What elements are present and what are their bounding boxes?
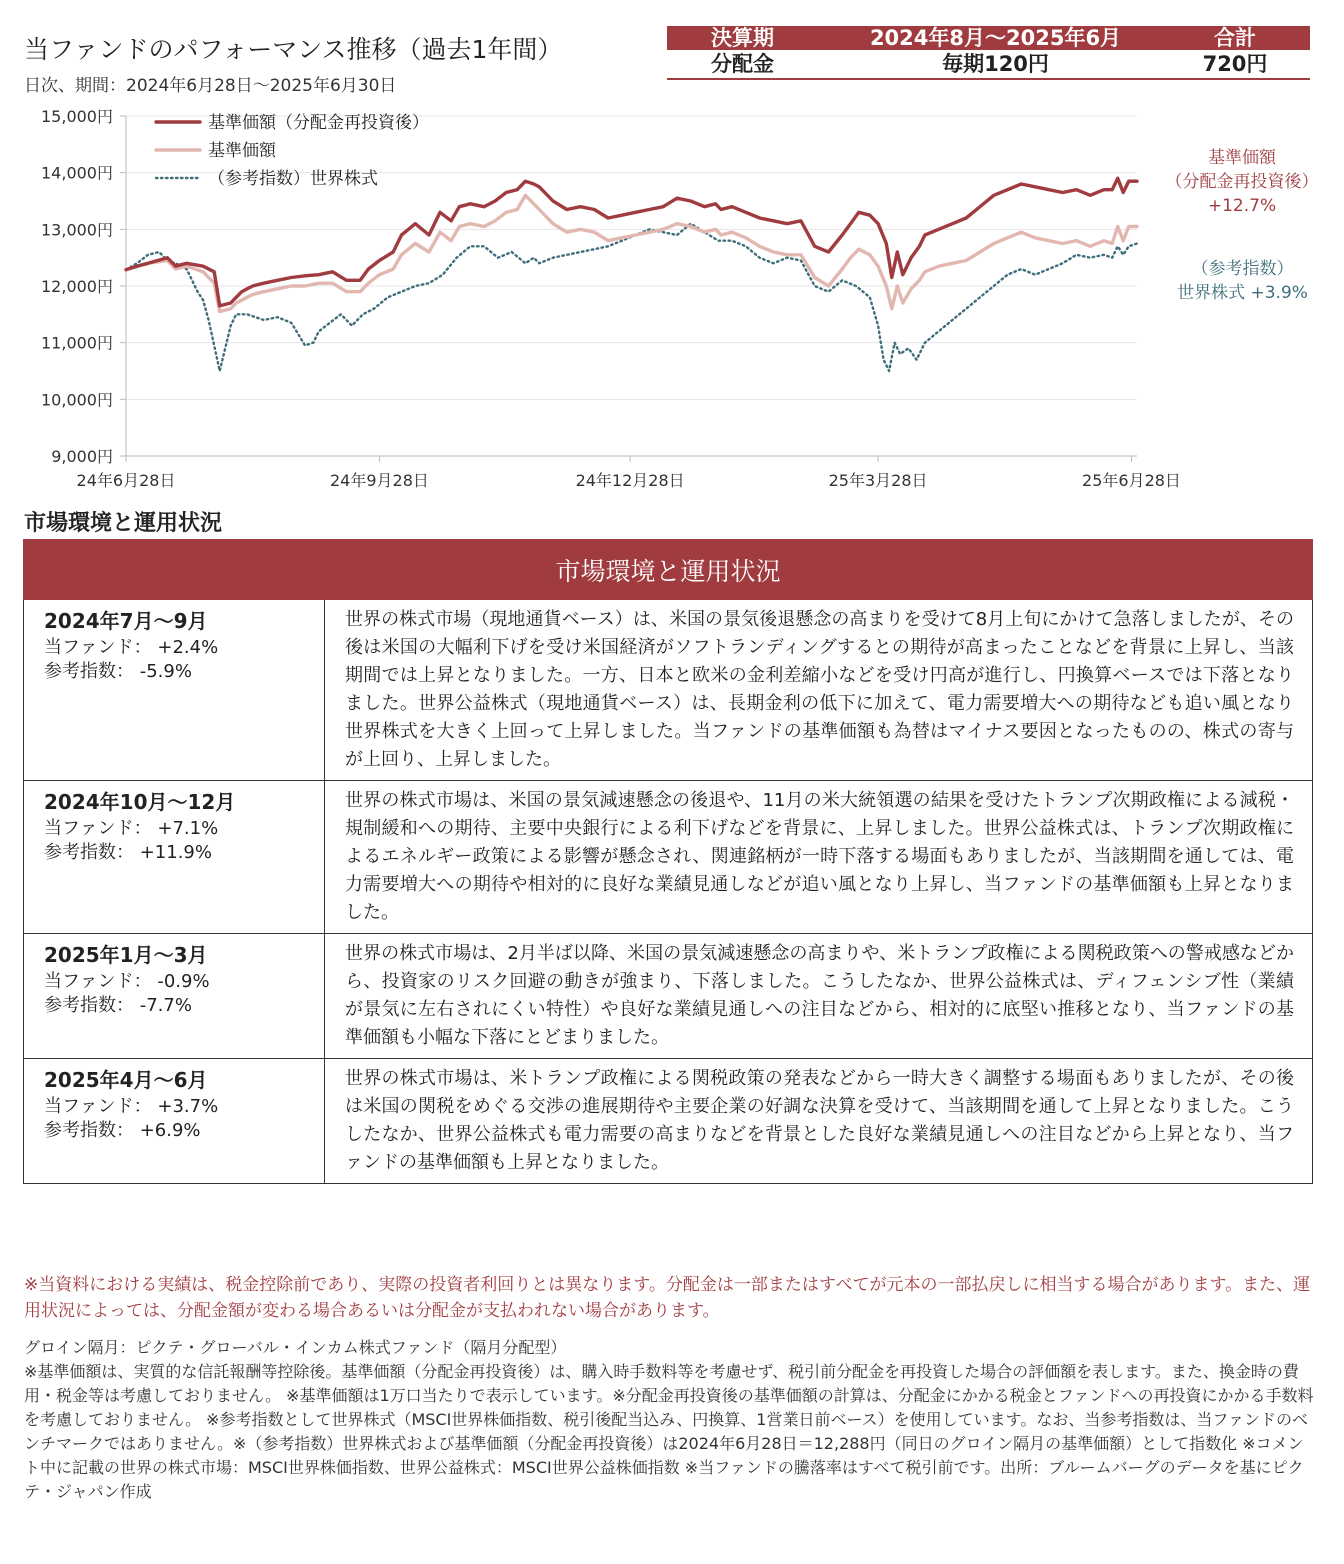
legend-label: （参考指数）世界株式 [208, 169, 378, 189]
y-tick-label: 11,000円 [41, 333, 113, 353]
index-end-label-line2: 世界株式 +3.9% [1177, 283, 1308, 303]
footnotes [24, 1336, 1318, 1504]
distribution-header-period: 決算期 [667, 26, 831, 50]
distribution-total: 720円 [1160, 50, 1310, 79]
period-name: 2025年4月～6月 [44, 1068, 208, 1092]
table-row [24, 781, 1313, 934]
y-tick-label: 14,000円 [41, 163, 113, 183]
commentary-text: 世界の株式市場（現地通貨ベース）は、米国の景気後退懸念の高まりを受けて8月上旬にかけて急落しましたが、その後は米国の大幅利下げを受け米国経済がソフトランディングするとの期待が高まったことなどを背景に上昇し、当該期間では上昇となりました。一方、日本と欧米の金利差縮小などを受け円高が進行し、円換算ベースでは下落となりました。世界公益株式（現地通貨ベース）は、長期金利の低下に加えて、電力需要増大への期待なども追い風となり世界株式を大きく上回って上昇しました。当ファンドの基準価額も為替はマイナス要因となったものの、株式の寄与が上回り、上昇しました。 [325, 600, 1313, 781]
fund-return: 当ファンド： -0.9% [44, 971, 210, 992]
distribution-row [667, 50, 1310, 79]
fund-end-label-value: +12.7% [1207, 196, 1277, 216]
commentary-text: 世界の株式市場は、2月半ば以降、米国の景気減速懸念の高まりや、米トランプ政権による関税政策への警戒感などから、投資家のリスク回避の動きが強まり、下落しました。こうしたなか、世界公益株式は、ディフェンシブ性（業績が景気に左右されにくい特性）や良好な業績見通しへの注目などから、相対的に底堅い推移となり、当ファンドの基準価額も小幅な下落にとどまりました。 [325, 934, 1313, 1059]
table-row [24, 600, 1313, 781]
table-row [24, 1059, 1313, 1184]
market-table [23, 539, 1313, 1184]
y-tick-label: 9,000円 [51, 447, 113, 466]
series-line-index [126, 224, 1137, 371]
commentary-text: 世界の株式市場は、米国の景気減速懸念の後退や、11月の米大統領選の結果を受けたトランプ次期政権による減税・規制緩和への期待、主要中央銀行による利下げなどを背景に、上昇しました。世界公益株式は、トランプ次期政権によるエネルギー政策による影響が懸念され、関連銘柄が一時下落する場面もありましたが、当該期間を通しては、電力需要増大への期待や相対的に良好な業績見通しなどが追い風となり上昇し、当ファンドの基準価額も上昇となりました。 [325, 781, 1313, 934]
distribution-label: 分配金 [667, 50, 831, 79]
period-cell [24, 934, 325, 1059]
series-line-reinvested [126, 178, 1137, 305]
fund-end-label-line1: 基準価額 [1208, 148, 1276, 168]
legend-label: 基準価額（分配金再投資後） [208, 113, 429, 133]
fund-return: 当ファンド： +2.4% [44, 637, 219, 658]
distribution-header-range: 2024年8月～2025年6月 [831, 26, 1160, 50]
methodology-notes: ※基準価額は、実質的な信託報酬等控除後。基準価額（分配金再投資後）は、購入時手数料等を考慮せず、税引前分配金を再投資した場合の評価額を表します。また、換金時の費用・税金等は考慮しておりません。 ※基準価額は1万口当たりで表示しています。※分配金再投資後の基準価額の計算は、分配金にかかる税金とファンドへの再投資にかかる手数料を考慮しておりません。 ※参考指数として世界株式（MSCI世界株価指数、税引後配当込み、円換算、1営業日前ベース）を使用しています。なお、当参考指数は、当ファンドのベンチマークではありません。※（参考指数）世界株式および基準価額（分配金再投資後）は2024年6月28日＝12,288円（同日のグロイン隔月の基準価額）として指数化 ※コメント中に記載の世界の株式市場：MSCI世界株価指数、世界公益株式：MSCI世界公益株価指数 ※当ファンドの騰落率はすべて税引前です。出所：ブルームバーグのデータを基にピクテ・ジャパン作成 [24, 1362, 1314, 1501]
fund-return: 当ファンド： +3.7% [44, 1096, 219, 1117]
distribution-per-period: 毎期120円 [831, 50, 1160, 79]
period-cell [24, 1059, 325, 1184]
fund-end-label-line2: （分配金再投資後） [1165, 172, 1319, 192]
distribution-header-row [667, 26, 1310, 50]
period-cell [24, 781, 325, 934]
x-tick-label: 25年3月28日 [828, 471, 928, 490]
fund-end-label [1142, 146, 1342, 218]
fund-return: 当ファンド： +7.1% [44, 818, 219, 839]
period-cell [24, 600, 325, 781]
y-tick-label: 15,000円 [41, 107, 113, 126]
page-title: 当ファンドのパフォーマンス推移（過去1年間） [24, 35, 563, 64]
section-heading: 市場環境と運用状況 [24, 511, 223, 536]
x-tick-label: 24年9月28日 [329, 471, 429, 490]
period-name: 2024年7月～9月 [44, 609, 208, 633]
x-tick-label: 24年6月28日 [76, 471, 176, 490]
x-tick-label: 25年6月28日 [1082, 471, 1181, 490]
period-name: 2024年10月～12月 [44, 790, 236, 814]
y-tick-label: 10,000円 [41, 390, 113, 410]
table-row [24, 934, 1313, 1059]
y-tick-label: 13,000円 [41, 220, 113, 240]
index-return: 参考指数： +11.9% [44, 842, 212, 863]
y-tick-label: 12,000円 [41, 277, 113, 296]
page-subtitle: 日次、期間：2024年6月28日～2025年6月30日 [24, 76, 397, 96]
disclaimer-note: ※当資料における実績は、税金控除前であり、実際の投資者利回りとは異なります。分配金は一部またはすべてが元本の一部払戻しに相当する場合があります。また、運用状況によっては、分配金額が変わる場合あるいは分配金が支払われない場合があります。 [24, 1275, 1311, 1321]
period-name: 2025年1月～3月 [44, 943, 208, 967]
index-return: 参考指数： +6.9% [44, 1120, 201, 1141]
x-tick-label: 24年12月28日 [575, 471, 685, 490]
legend-label: 基準価額 [208, 141, 276, 161]
market-table-header-row [24, 540, 1313, 600]
distribution-header-total: 合計 [1160, 26, 1310, 50]
index-return: 参考指数： -7.7% [44, 995, 192, 1016]
distribution-table [667, 26, 1310, 80]
commentary-text: 世界の株式市場は、米トランプ政権による関税政策の発表などから一時大きく調整する場面もありましたが、その後は米国の関税をめぐる交渉の進展期待や主要企業の好調な決算を受けて、当該期間を通して上昇となりました。こうしたなか、世界公益株式も電力需要の高まりなどを背景とした良好な業績見通しへの注目などから上昇となり、当ファンドの基準価額も上昇となりました。 [325, 1059, 1313, 1184]
index-return: 参考指数： -5.9% [44, 661, 192, 682]
index-end-label-line1: （参考指数） [1191, 259, 1294, 279]
fund-name-note: グロイン隔月：ピクテ・グローバル・インカム株式ファンド（隔月分配型） [24, 1338, 567, 1357]
market-table-header: 市場環境と運用状況 [24, 540, 1313, 600]
index-end-label [1155, 257, 1330, 305]
